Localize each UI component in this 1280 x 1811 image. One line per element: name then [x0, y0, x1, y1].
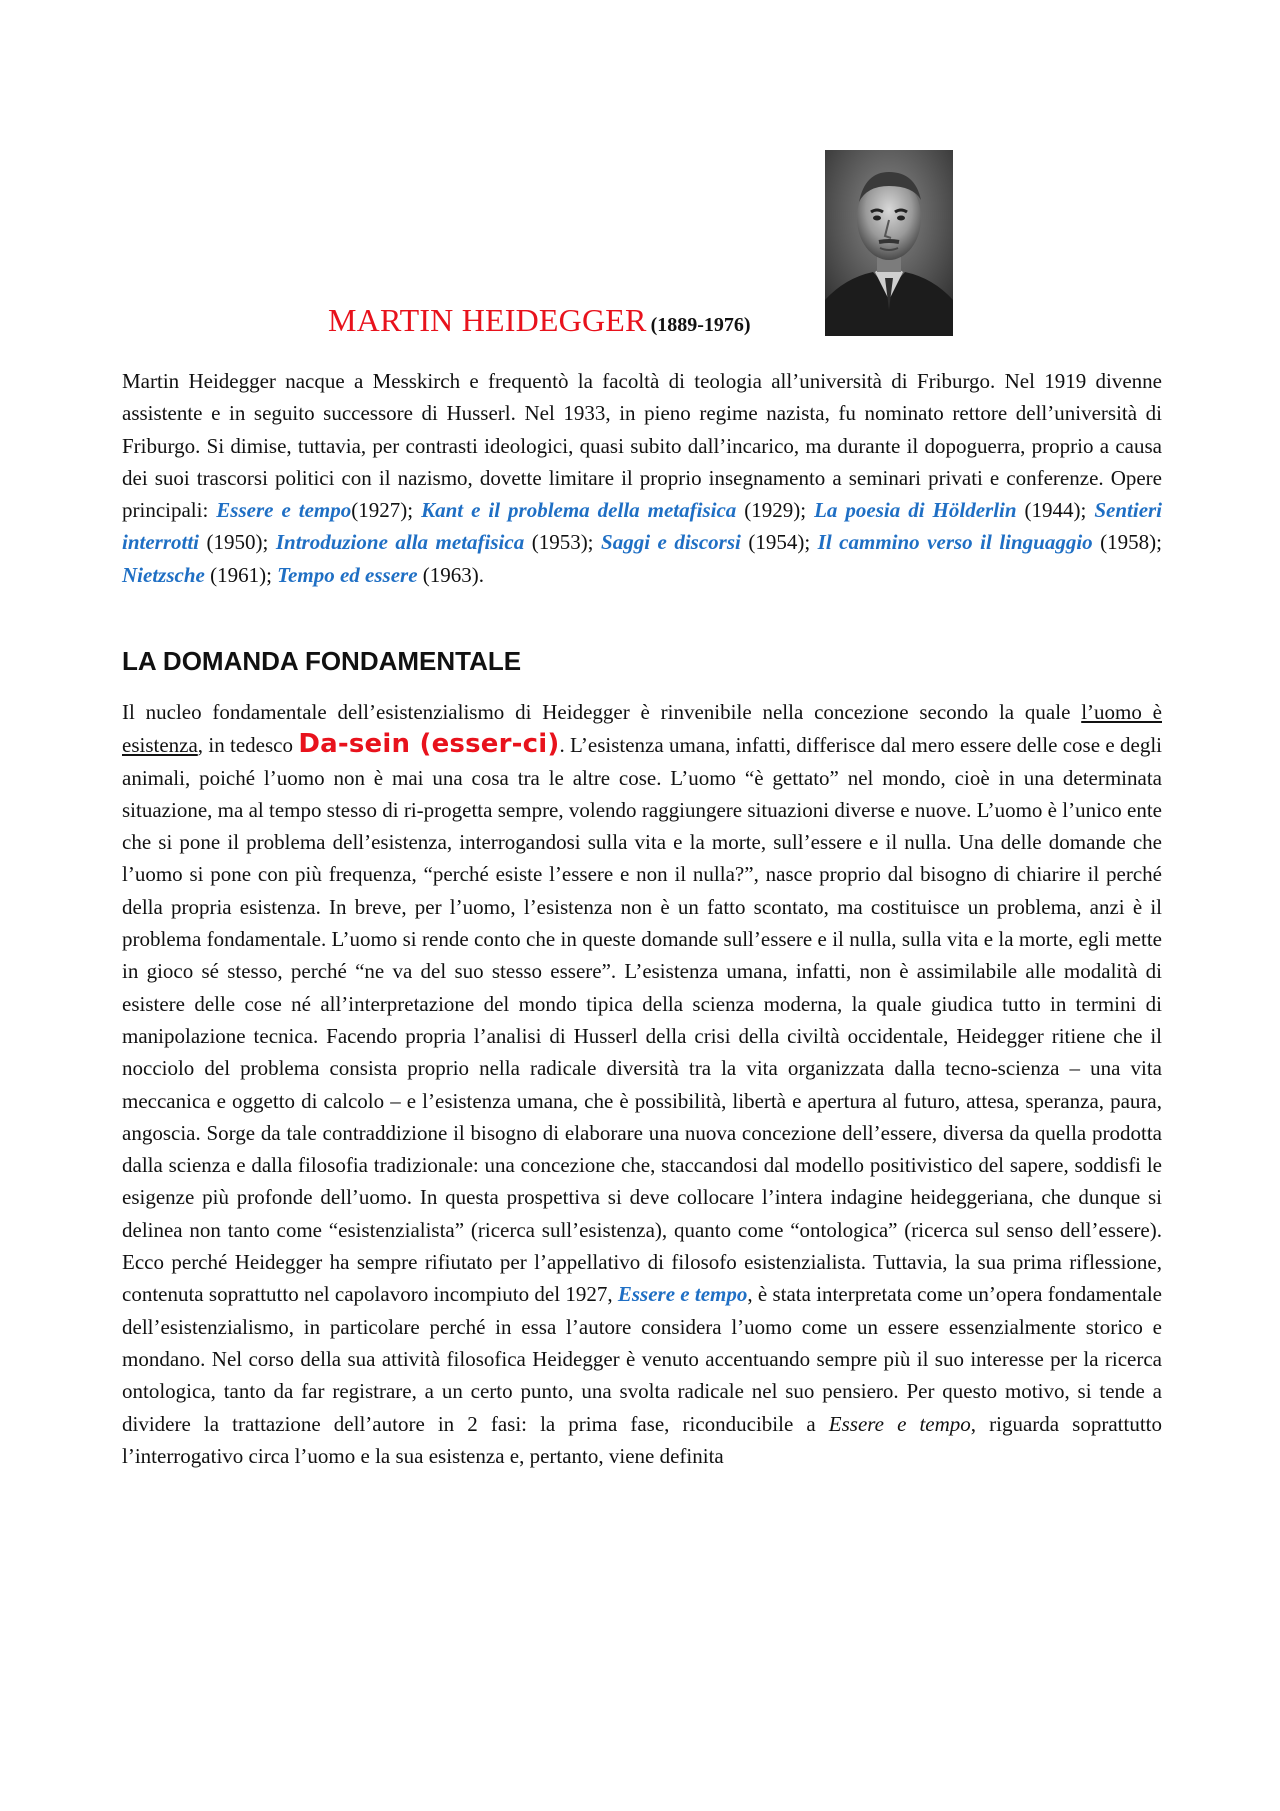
- work-title: Essere e tempo: [216, 498, 352, 523]
- portrait-photo: [825, 150, 953, 336]
- title-block: [120, 150, 1160, 342]
- underlined-phrase: l’uomo è esistenza: [122, 700, 1162, 758]
- work-title: Il cammino verso il linguaggio: [817, 530, 1093, 555]
- body-text: , è stata interpretata come un’opera fondamentale dell’esistenzialismo, in particolare perché in essa l’autore considera l’uomo come un essere essenzialmente storico e mondano. Nel corso della sua attività filosofica Heidegger è venuto accentuando sempre più il suo interesse per la ricerca ontologica, tanto da far registrare, a un certo punto, una svolta radicale nel suo pensiero. Per questo motivo, si tende a dividere la trattazione dell’autore in 2 fasi: la prima fase, riconducibile a: [122, 1282, 1163, 1436]
- bio-text: Martin Heidegger nacque a Messkirch e frequentò la facoltà di teologia all’università di Friburgo. Nel 1919 divenne assistente e in seguito successore di Husserl. Nel 1933, in pieno regime nazista, fu nominato rettore dell’università di Friburgo. Si dimise, tuttavia, per contrasti ideologici, quasi subito dall’incarico, ma durante il dopoguerra, proprio a causa dei suoi trascorsi politici con il nazismo, dovette limitare il proprio insegnamento a seminari privati e conferenze. Opere principali:: [122, 369, 1162, 523]
- body-text: Il nucleo fondamentale dell’esistenzialismo di Heidegger è rinvenibile nella concezione secondo la quale: [122, 700, 1082, 724]
- body-text: , in tedesco: [197, 733, 299, 758]
- work-year: (1958);: [1092, 530, 1163, 555]
- dasein-term: Da-sein (esser-ci): [298, 729, 560, 760]
- page-title: [328, 302, 751, 339]
- work-title: La poesia di Hölderlin: [814, 498, 1017, 523]
- intro-paragraph: [122, 365, 1162, 591]
- work-title: Essere e tempo: [617, 1282, 748, 1307]
- work-title: Kant e il problema della metafisica: [421, 498, 737, 523]
- body-text: . L’esistenza umana, infatti, differisce dal mero essere delle cose e degli animali, poiché l’uomo non è mai una cosa tra le altre cose. L’uomo “è gettato” nel mondo, cioè in una determinata situazione, ma al tempo stesso di ri-progetta sempre, volendo raggiungere situazioni diverse e nuove. L’uomo è l’unico ente che si pone il problema dell’esistenza, interrogandosi sulla vita e la morte, sull’essere e il nulla. Una delle domande che l’uomo si pone con più frequenza, “perché esiste l’essere e non il nulla?”, nasce proprio dal bisogno di chiarire il perché della propria esistenza. In breve, per l’uomo, l’esistenza non è un fatto scontato, ma costituisce un problema, anzi è il problema fondamentale. L’uomo si rende conto che in queste domande sull’essere e il nulla, sulla vita e la morte, egli mette in gioco sé stesso, perché “ne va del suo stesso essere”. L’esistenza umana, infatti, non è assimilabile alle modalità di esistere delle cose né all’interpretazione del mondo tipica della scienza moderna, la quale giudica tutto in termini di manipolazione tecnica. Facendo propria l’analisi di Husserl della crisi della civiltà occidentale, Heidegger ritiene che il nocciolo del problema consista proprio nella radicale diversità tra la vita organizzata dalla tecno-scienza – una vita meccanica e oggetto di calcolo – e l’esistenza umana, che è possibilità, libertà e apertura al futuro, attesa, speranza, paura, angoscia. Sorge da tale contraddizione il bisogno di elaborare una nuova concezione dell’essere, diversa da quella prodotta dalla scienza e dalla filosofia tradizionale: una concezione che, staccandosi dal modello positivistico del sapere, soddisfi le esigenze più profonde dell’uomo. In questa prospettiva si deve collocare l’intera indagine heideggeriana, che dunque si delinea non tanto come “esistenzialista” (ricerca sull’esistenza), quanto come “ontologica” (ricerca sul senso dell’essere). Ecco perché Heidegger ha sempre rifiutato per l’appellativo di filosofo esistenzialista. Tuttavia, la sua prima riflessione, contenuta soprattutto nel capolavoro incompiuto del 1927,: [122, 733, 1163, 1307]
- work-title: Introduzione alla metafisica: [275, 530, 525, 555]
- section-heading: LA DOMANDA FONDAMENTALE: [122, 646, 522, 676]
- work-year: (1953);: [524, 530, 602, 555]
- work-title: Tempo ed essere: [277, 562, 418, 587]
- work-title: Sentieri interrotti: [122, 498, 1163, 555]
- work-year: (1950);: [199, 530, 276, 555]
- work-year: (1961);: [204, 562, 278, 587]
- work-title: Saggi e discorsi: [601, 530, 741, 555]
- body-text: , riguarda soprattutto l’interrogativo circa l’uomo e la sua esistenza e, pertanto, viene definita: [122, 1411, 1162, 1468]
- main-paragraph: [122, 696, 1162, 1472]
- work-title-italic: Essere e tempo: [828, 1411, 971, 1436]
- work-title: Nietzsche: [122, 562, 205, 587]
- work-year: (1927);: [351, 498, 422, 523]
- title-name: MARTIN HEIDEGGER: [328, 302, 647, 338]
- work-year: (1954);: [740, 530, 818, 555]
- title-dates: (1889-1976): [650, 314, 751, 336]
- work-year: (1963).: [417, 562, 485, 587]
- work-year: (1929);: [736, 498, 815, 523]
- work-year: (1944);: [1016, 498, 1095, 523]
